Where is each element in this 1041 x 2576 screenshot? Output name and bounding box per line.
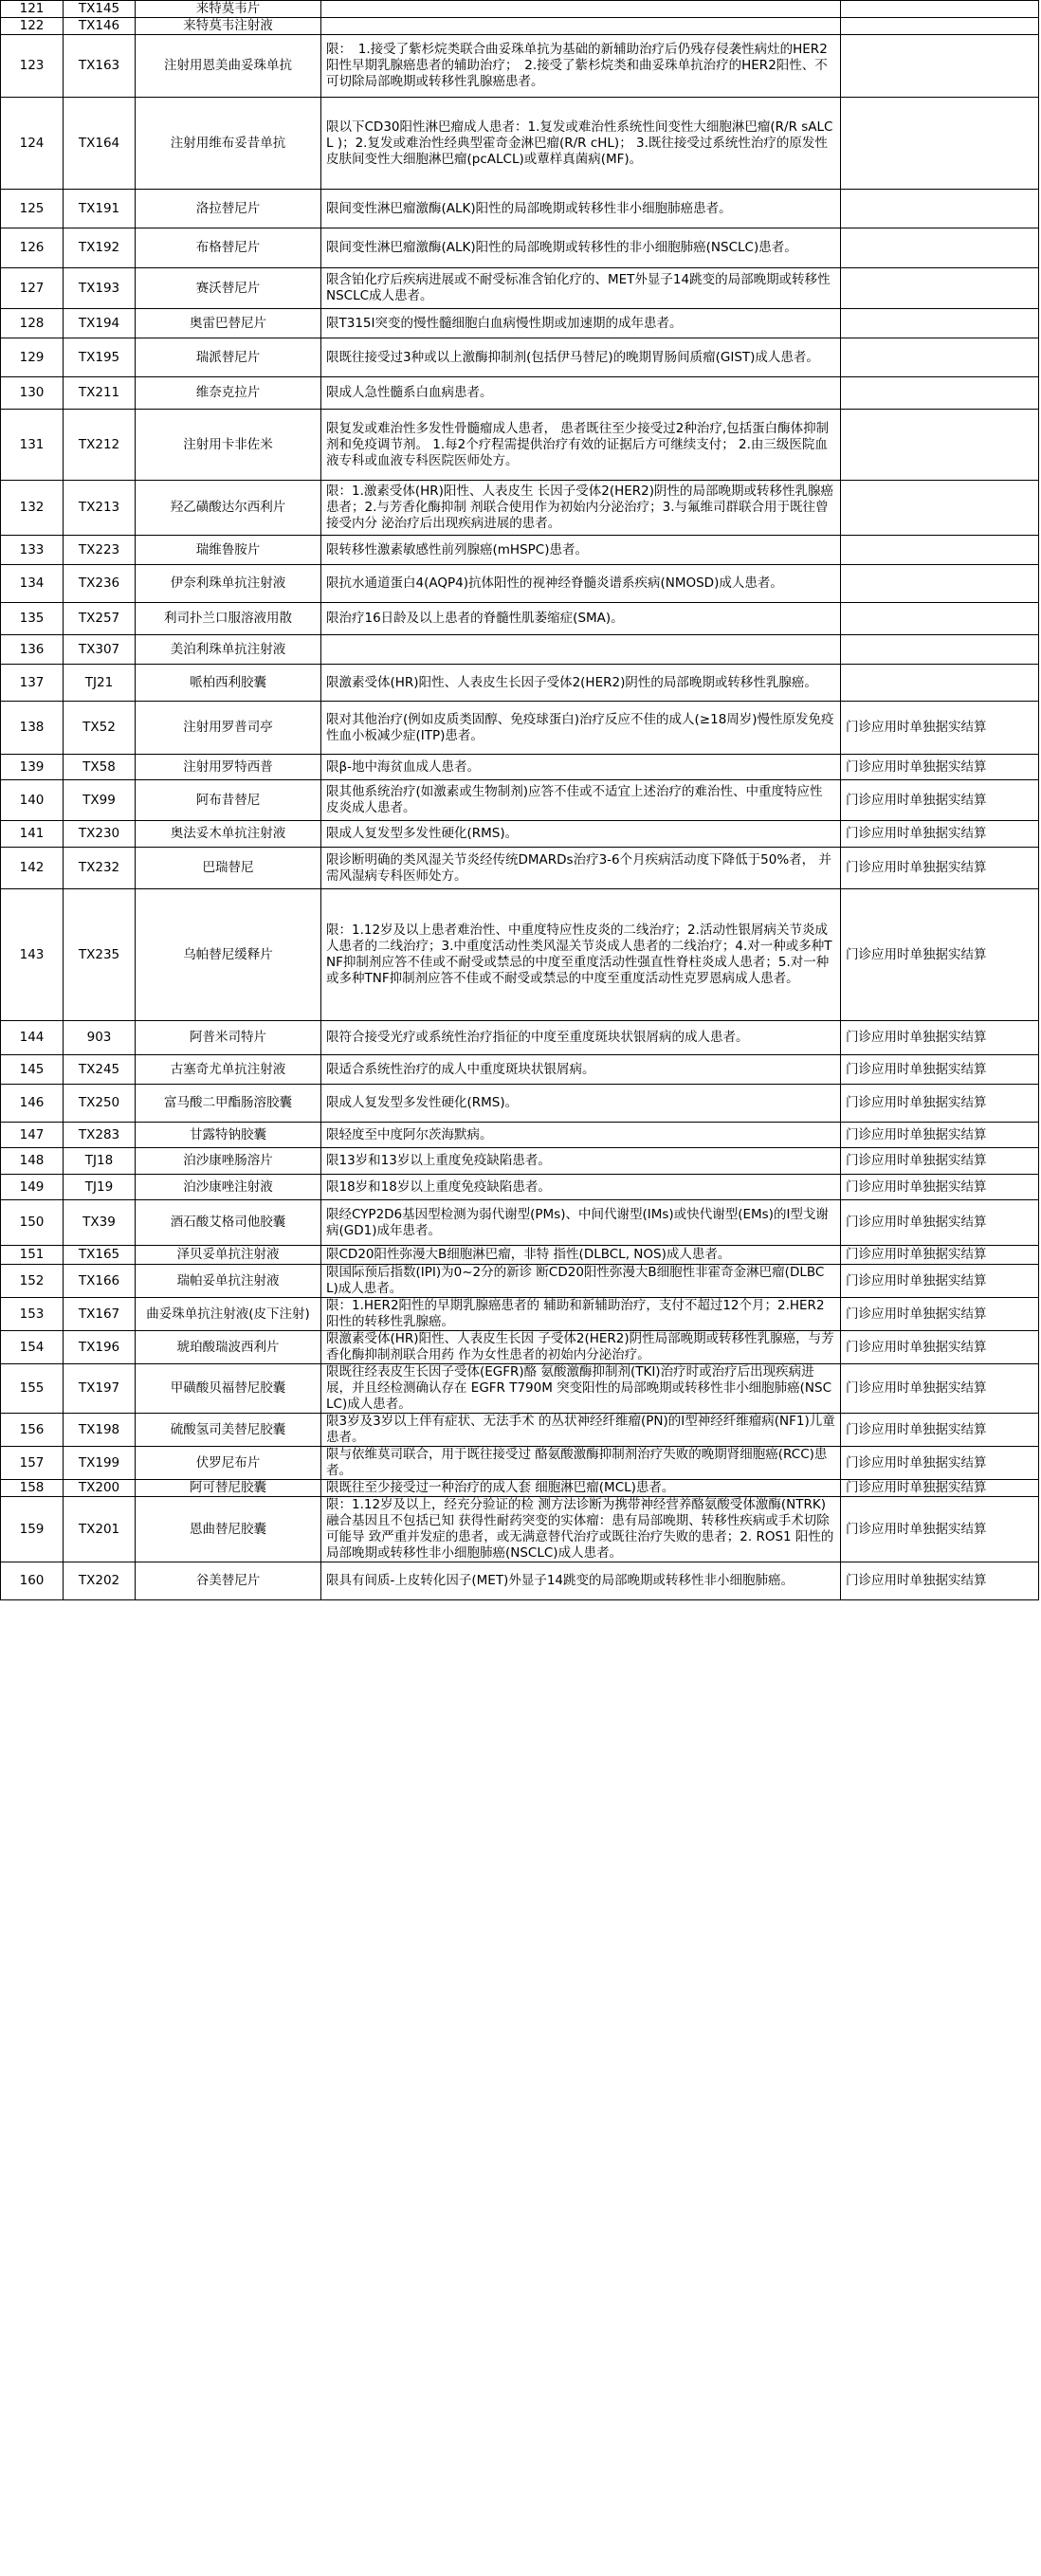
drug-code-cell: TX213	[64, 481, 136, 536]
drug-name-cell: 奥法妥木单抗注射液	[136, 821, 321, 848]
table-row	[1, 410, 1039, 481]
row-number-cell: 154	[1, 1331, 64, 1364]
drug-code-cell: TX52	[64, 702, 136, 755]
table-row	[1, 603, 1039, 635]
settlement-note-cell: 门诊应用时单独据实结算	[841, 1414, 1039, 1447]
table-row	[1, 1200, 1039, 1246]
payment-condition-cell: 限：1.12岁及以上患者难治性、中重度特应性皮炎的二线治疗；2.活动性银屑病关节炎成人患者的二线治疗；3.中重度活动性类风湿关节炎成人患者的二线治疗；4.对一种或多种TNF抑制剂应答不佳或不耐受或禁忌的中度至重度活动性强直性脊柱炎成人患者；5.对一种或多种TNF抑制剂应答不佳或不耐受或禁忌的中度至重度活动性克罗恩病成人患者。	[321, 889, 841, 1021]
drug-name-cell: 曲妥珠单抗注射液(皮下注射)	[136, 1298, 321, 1331]
settlement-note-cell: 门诊应用时单独据实结算	[841, 1175, 1039, 1200]
table-row	[1, 635, 1039, 665]
row-number-cell: 144	[1, 1021, 64, 1055]
row-number-cell: 136	[1, 635, 64, 665]
drug-code-cell: TX200	[64, 1480, 136, 1497]
table-row	[1, 35, 1039, 98]
table-row	[1, 848, 1039, 889]
settlement-note-cell	[841, 603, 1039, 635]
drug-code-cell: TX39	[64, 1200, 136, 1246]
drug-name-cell: 来特莫韦片	[136, 1, 321, 18]
drug-code-cell: TX250	[64, 1085, 136, 1123]
payment-condition-cell: 限18岁和18岁以上重度免疫缺陷患者。	[321, 1175, 841, 1200]
payment-condition-cell: 限间变性淋巴瘤激酶(ALK)阳性的局部晚期或转移性的非小细胞肺癌(NSCLC)患者。	[321, 228, 841, 268]
drug-code-cell: TX235	[64, 889, 136, 1021]
payment-condition-cell: 限轻度至中度阿尔茨海默病。	[321, 1123, 841, 1148]
drug-name-cell: 谷美替尼片	[136, 1562, 321, 1600]
table-row	[1, 889, 1039, 1021]
table-row	[1, 565, 1039, 603]
drug-name-cell: 阿普米司特片	[136, 1021, 321, 1055]
drug-name-cell: 阿布昔替尼	[136, 780, 321, 821]
payment-condition-cell: 限3岁及3岁以上伴有症状、无法手术 的丛状神经纤维瘤(PN)的I型神经纤维瘤病(NF1)儿童患者。	[321, 1414, 841, 1447]
drug-code-cell: TX58	[64, 755, 136, 780]
table-row	[1, 1, 1039, 18]
row-number-cell: 129	[1, 338, 64, 377]
drug-code-cell: TX257	[64, 603, 136, 635]
drug-code-cell: 903	[64, 1021, 136, 1055]
drug-name-cell: 注射用恩美曲妥珠单抗	[136, 35, 321, 98]
table-row	[1, 1298, 1039, 1331]
drug-code-cell: TX201	[64, 1497, 136, 1562]
settlement-note-cell: 门诊应用时单独据实结算	[841, 1123, 1039, 1148]
row-number-cell: 122	[1, 18, 64, 35]
payment-condition-cell: 限成人复发型多发性硬化(RMS)。	[321, 821, 841, 848]
drug-name-cell: 奥雷巴替尼片	[136, 309, 321, 338]
table-row	[1, 1364, 1039, 1414]
settlement-note-cell: 门诊应用时单独据实结算	[841, 821, 1039, 848]
settlement-note-cell: 门诊应用时单独据实结算	[841, 1497, 1039, 1562]
payment-condition-cell: 限β-地中海贫血成人患者。	[321, 755, 841, 780]
drug-name-cell: 古塞奇尤单抗注射液	[136, 1055, 321, 1085]
settlement-note-cell	[841, 35, 1039, 98]
table-row	[1, 228, 1039, 268]
payment-condition-cell: 限：1.12岁及以上，经充分验证的检 测方法诊断为携带神经营养酪氨酸受体激酶(NTRK)融合基因且不包括已知 获得性耐药突变的实体瘤：患有局部晚期、转移性疾病或手术切除可能导 致严重并发症的患者，或无满意替代治疗或既往治疗失败的患者；2. ROS1 阳性的局部晚期或转移性非小细胞肺癌(NSCLC)成人患者。	[321, 1497, 841, 1562]
drug-code-cell: TX198	[64, 1414, 136, 1447]
settlement-note-cell: 门诊应用时单独据实结算	[841, 1331, 1039, 1364]
drug-code-cell: TX99	[64, 780, 136, 821]
payment-condition-cell	[321, 1, 841, 18]
drug-name-cell: 伏罗尼布片	[136, 1447, 321, 1480]
drug-code-cell: TX166	[64, 1265, 136, 1298]
table-row	[1, 268, 1039, 309]
settlement-note-cell: 门诊应用时单独据实结算	[841, 1148, 1039, 1175]
table-row	[1, 98, 1039, 190]
settlement-note-cell: 门诊应用时单独据实结算	[841, 755, 1039, 780]
table-row	[1, 1497, 1039, 1562]
row-number-cell: 150	[1, 1200, 64, 1246]
drug-name-cell: 注射用维布妥昔单抗	[136, 98, 321, 190]
settlement-note-cell	[841, 338, 1039, 377]
settlement-note-cell	[841, 377, 1039, 410]
row-number-cell: 134	[1, 565, 64, 603]
payment-condition-cell: 限13岁和13岁以上重度免疫缺陷患者。	[321, 1148, 841, 1175]
row-number-cell: 149	[1, 1175, 64, 1200]
row-number-cell: 132	[1, 481, 64, 536]
payment-condition-cell: 限以下CD30阳性淋巴瘤成人患者：1.复发或难治性系统性间变性大细胞淋巴瘤(R/R sALCL )；2.复发或难治性经典型霍奇金淋巴瘤(R/R cHL)； 3.既往接受过系统性治疗的原发性皮肤间变性大细胞淋巴瘤(pcALCL)或蕈样真菌病(MF)。	[321, 98, 841, 190]
row-number-cell: 145	[1, 1055, 64, 1085]
payment-condition-cell: 限成人复发型多发性硬化(RMS)。	[321, 1085, 841, 1123]
payment-condition-cell: 限诊断明确的类风湿关节炎经传统DMARDs治疗3-6个月疾病活动度下降低于50%者， 并需风湿病专科医师处方。	[321, 848, 841, 889]
drug-name-cell: 富马酸二甲酯肠溶胶囊	[136, 1085, 321, 1123]
payment-condition-cell: 限间变性淋巴瘤激酶(ALK)阳性的局部晚期或转移性非小细胞肺癌患者。	[321, 190, 841, 228]
payment-condition-cell: 限具有间质-上皮转化因子(MET)外显子14跳变的局部晚期或转移性非小细胞肺癌。	[321, 1562, 841, 1600]
drug-name-cell: 伊奈利珠单抗注射液	[136, 565, 321, 603]
payment-condition-cell: 限成人急性髓系白血病患者。	[321, 377, 841, 410]
drug-name-cell: 泊沙康唑肠溶片	[136, 1148, 321, 1175]
settlement-note-cell: 门诊应用时单独据实结算	[841, 1246, 1039, 1265]
payment-condition-cell: 限对其他治疗(例如皮质类固醇、免疫球蛋白)治疗反应不佳的成人(≥18周岁)慢性原发免疫性血小板减少症(ITP)患者。	[321, 702, 841, 755]
row-number-cell: 151	[1, 1246, 64, 1265]
settlement-note-cell	[841, 536, 1039, 565]
drug-code-cell: TX195	[64, 338, 136, 377]
drug-code-cell: TX232	[64, 848, 136, 889]
settlement-note-cell	[841, 309, 1039, 338]
payment-condition-cell: 限符合接受光疗或系统性治疗指征的中度至重度斑块状银屑病的成人患者。	[321, 1021, 841, 1055]
settlement-note-cell: 门诊应用时单独据实结算	[841, 702, 1039, 755]
table-row	[1, 190, 1039, 228]
table-row	[1, 702, 1039, 755]
settlement-note-cell	[841, 190, 1039, 228]
table-row	[1, 481, 1039, 536]
table-row	[1, 780, 1039, 821]
row-number-cell: 125	[1, 190, 64, 228]
row-number-cell: 131	[1, 410, 64, 481]
drug-name-cell: 赛沃替尼片	[136, 268, 321, 309]
row-number-cell: 142	[1, 848, 64, 889]
drug-name-cell: 泽贝妥单抗注射液	[136, 1246, 321, 1265]
settlement-note-cell: 门诊应用时单独据实结算	[841, 1055, 1039, 1085]
table-row	[1, 1265, 1039, 1298]
table-row	[1, 1447, 1039, 1480]
settlement-note-cell: 门诊应用时单独据实结算	[841, 1200, 1039, 1246]
drug-code-cell: TX211	[64, 377, 136, 410]
drug-name-cell: 来特莫韦注射液	[136, 18, 321, 35]
row-number-cell: 138	[1, 702, 64, 755]
settlement-note-cell: 门诊应用时单独据实结算	[841, 1447, 1039, 1480]
table-row	[1, 1021, 1039, 1055]
drug-name-cell: 瑞帕妥单抗注射液	[136, 1265, 321, 1298]
settlement-note-cell: 门诊应用时单独据实结算	[841, 1265, 1039, 1298]
drug-code-cell: TJ18	[64, 1148, 136, 1175]
payment-condition-cell: 限激素受体(HR)阳性、人表皮生长因 子受体2(HER2)阴性局部晚期或转移性乳腺癌，与芳香化酶抑制剂联合用药 作为女性患者的初始内分泌治疗。	[321, 1331, 841, 1364]
table-row	[1, 1331, 1039, 1364]
drug-code-cell: TX146	[64, 18, 136, 35]
row-number-cell: 157	[1, 1447, 64, 1480]
drug-name-cell: 瑞维鲁胺片	[136, 536, 321, 565]
drug-code-cell: TJ21	[64, 665, 136, 702]
drug-code-cell: TX163	[64, 35, 136, 98]
table-row	[1, 1562, 1039, 1600]
drug-code-cell: TJ19	[64, 1175, 136, 1200]
payment-condition-cell: 限治疗16日龄及以上患者的脊髓性肌萎缩症(SMA)。	[321, 603, 841, 635]
drug-code-cell: TX191	[64, 190, 136, 228]
drug-name-cell: 利司扑兰口服溶液用散	[136, 603, 321, 635]
payment-condition-cell: 限复发或难治性多发性骨髓瘤成人患者， 患者既往至少接受过2种治疗,包括蛋白酶体抑制剂和免疫调节剂。 1.每2个疗程需提供治疗有效的证据后方可继续支付； 2.由三级医院血液专科或血液专科医院医师处方。	[321, 410, 841, 481]
drug-code-cell: TX236	[64, 565, 136, 603]
table-row	[1, 1148, 1039, 1175]
row-number-cell: 121	[1, 1, 64, 18]
row-number-cell: 127	[1, 268, 64, 309]
row-number-cell: 135	[1, 603, 64, 635]
settlement-note-cell	[841, 410, 1039, 481]
payment-condition-cell: 限既往接受过3种或以上激酶抑制剂(包括伊马替尼)的晚期胃肠间质瘤(GIST)成人患者。	[321, 338, 841, 377]
payment-condition-cell: 限经CYP2D6基因型检测为弱代谢型(PMs)、中间代谢型(IMs)或快代谢型(EMs)的Ⅰ型戈谢病(GD1)成年患者。	[321, 1200, 841, 1246]
payment-condition-cell: 限既往经表皮生长因子受体(EGFR)酪 氨酸激酶抑制剂(TKI)治疗时或治疗后出现疾病进展，并且经检测确认存在 EGFR T790M 突变阳性的局部晚期或转移性非小细胞肺癌(NSCLC)成人患者。	[321, 1364, 841, 1414]
drug-code-cell: TX202	[64, 1562, 136, 1600]
drug-code-cell: TX230	[64, 821, 136, 848]
drug-name-cell: 美泊利珠单抗注射液	[136, 635, 321, 665]
table-row	[1, 536, 1039, 565]
payment-condition-cell: 限既往至少接受过一种治疗的成人套 细胞淋巴瘤(MCL)患者。	[321, 1480, 841, 1497]
payment-condition-cell: 限其他系统治疗(如激素或生物制剂)应答不佳或不适宜上述治疗的难治性、中重度特应性皮炎成人患者。	[321, 780, 841, 821]
drug-code-cell: TX167	[64, 1298, 136, 1331]
drug-name-cell: 乌帕替尼缓释片	[136, 889, 321, 1021]
settlement-note-cell: 门诊应用时单独据实结算	[841, 1298, 1039, 1331]
table-row	[1, 1175, 1039, 1200]
settlement-note-cell: 门诊应用时单独据实结算	[841, 1085, 1039, 1123]
drug-name-cell: 阿可替尼胶囊	[136, 1480, 321, 1497]
drug-table-body	[1, 1, 1039, 1600]
drug-name-cell: 恩曲替尼胶囊	[136, 1497, 321, 1562]
drug-code-cell: TX199	[64, 1447, 136, 1480]
row-number-cell: 153	[1, 1298, 64, 1331]
payment-condition-cell: 限激素受体(HR)阳性、人表皮生长因子受体2(HER2)阴性的局部晚期或转移性乳腺癌。	[321, 665, 841, 702]
settlement-note-cell: 门诊应用时单独据实结算	[841, 889, 1039, 1021]
table-row	[1, 821, 1039, 848]
row-number-cell: 124	[1, 98, 64, 190]
row-number-cell: 155	[1, 1364, 64, 1414]
row-number-cell: 130	[1, 377, 64, 410]
payment-condition-cell	[321, 635, 841, 665]
drug-name-cell: 哌柏西利胶囊	[136, 665, 321, 702]
row-number-cell: 146	[1, 1085, 64, 1123]
settlement-note-cell: 门诊应用时单独据实结算	[841, 848, 1039, 889]
settlement-note-cell	[841, 268, 1039, 309]
table-row	[1, 18, 1039, 35]
row-number-cell: 158	[1, 1480, 64, 1497]
payment-condition-cell: 限CD20阳性弥漫大B细胞淋巴瘤，非特 指性(DLBCL, NOS)成人患者。	[321, 1246, 841, 1265]
drug-code-cell: TX192	[64, 228, 136, 268]
settlement-note-cell: 门诊应用时单独据实结算	[841, 1364, 1039, 1414]
payment-condition-cell: 限国际预后指数(IPI)为0~2分的新诊 断CD20阳性弥漫大B细胞性非霍奇金淋巴瘤(DLBCL)成人患者。	[321, 1265, 841, 1298]
drug-code-cell: TX212	[64, 410, 136, 481]
table-row	[1, 309, 1039, 338]
payment-condition-cell: 限适合系统性治疗的成人中重度斑块状银屑病。	[321, 1055, 841, 1085]
table-row	[1, 1123, 1039, 1148]
drug-code-cell: TX307	[64, 635, 136, 665]
row-number-cell: 128	[1, 309, 64, 338]
settlement-note-cell: 门诊应用时单独据实结算	[841, 1021, 1039, 1055]
drug-code-cell: TX283	[64, 1123, 136, 1148]
drug-code-cell: TX196	[64, 1331, 136, 1364]
drug-name-cell: 注射用罗特西普	[136, 755, 321, 780]
row-number-cell: 156	[1, 1414, 64, 1447]
drug-name-cell: 硫酸氢司美替尼胶囊	[136, 1414, 321, 1447]
row-number-cell: 141	[1, 821, 64, 848]
drug-code-cell: TX193	[64, 268, 136, 309]
table-row	[1, 1480, 1039, 1497]
table-row	[1, 1246, 1039, 1265]
table-row	[1, 377, 1039, 410]
payment-condition-cell: 限：1.激素受体(HR)阳性、人表皮生 长因子受体2(HER2)阴性的局部晚期或转移性乳腺癌患者；2.与芳香化酶抑制 剂联合使用作为初始内分泌治疗；3.与氟维司群联合用于既往曾接受内分 泌治疗后出现疾病进展的患者。	[321, 481, 841, 536]
drug-name-cell: 瑞派替尼片	[136, 338, 321, 377]
drug-name-cell: 甲磺酸贝福替尼胶囊	[136, 1364, 321, 1414]
row-number-cell: 147	[1, 1123, 64, 1148]
drug-code-cell: TX164	[64, 98, 136, 190]
drug-name-cell: 羟乙磺酸达尔西利片	[136, 481, 321, 536]
table-row	[1, 1414, 1039, 1447]
settlement-note-cell	[841, 1, 1039, 18]
drug-name-cell: 注射用罗普司亭	[136, 702, 321, 755]
payment-condition-cell: 限与依维莫司联合，用于既往接受过 酪氨酸激酶抑制剂治疗失败的晚期肾细胞癌(RCC)患者。	[321, 1447, 841, 1480]
drug-name-cell: 酒石酸艾格司他胶囊	[136, 1200, 321, 1246]
drug-name-cell: 注射用卡非佐米	[136, 410, 321, 481]
drug-code-cell: TX197	[64, 1364, 136, 1414]
table-row	[1, 1055, 1039, 1085]
payment-condition-cell: 限含铂化疗后疾病进展或不耐受标准含铂化疗的、MET外显子14跳变的局部晚期或转移性NSCLC成人患者。	[321, 268, 841, 309]
drug-name-cell: 布格替尼片	[136, 228, 321, 268]
drug-code-cell: TX165	[64, 1246, 136, 1265]
row-number-cell: 160	[1, 1562, 64, 1600]
drug-name-cell: 维奈克拉片	[136, 377, 321, 410]
row-number-cell: 143	[1, 889, 64, 1021]
row-number-cell: 123	[1, 35, 64, 98]
drug-name-cell: 泊沙康唑注射液	[136, 1175, 321, 1200]
settlement-note-cell	[841, 665, 1039, 702]
row-number-cell: 148	[1, 1148, 64, 1175]
table-row	[1, 1085, 1039, 1123]
table-row	[1, 755, 1039, 780]
settlement-note-cell	[841, 18, 1039, 35]
drug-name-cell: 洛拉替尼片	[136, 190, 321, 228]
settlement-note-cell	[841, 481, 1039, 536]
settlement-note-cell: 门诊应用时单独据实结算	[841, 780, 1039, 821]
payment-condition-cell: 限T315I突变的慢性髓细胞白血病慢性期或加速期的成年患者。	[321, 309, 841, 338]
payment-condition-cell: 限：1.HER2阳性的早期乳腺癌患者的 辅助和新辅助治疗，支付不超过12个月；2.HER2阳性的转移性乳腺癌。	[321, 1298, 841, 1331]
drug-code-cell: TX145	[64, 1, 136, 18]
row-number-cell: 159	[1, 1497, 64, 1562]
settlement-note-cell	[841, 98, 1039, 190]
table-row	[1, 338, 1039, 377]
settlement-note-cell: 门诊应用时单独据实结算	[841, 1562, 1039, 1600]
settlement-note-cell: 门诊应用时单独据实结算	[841, 1480, 1039, 1497]
payment-condition-cell: 限抗水通道蛋白4(AQP4)抗体阳性的视神经脊髓炎谱系疾病(NMOSD)成人患者。	[321, 565, 841, 603]
row-number-cell: 137	[1, 665, 64, 702]
drug-name-cell: 琥珀酸瑞波西利片	[136, 1331, 321, 1364]
payment-condition-cell	[321, 18, 841, 35]
row-number-cell: 152	[1, 1265, 64, 1298]
row-number-cell: 139	[1, 755, 64, 780]
payment-condition-cell: 限转移性激素敏感性前列腺癌(mHSPC)患者。	[321, 536, 841, 565]
settlement-note-cell	[841, 228, 1039, 268]
table-row	[1, 665, 1039, 702]
settlement-note-cell	[841, 565, 1039, 603]
drug-name-cell: 甘露特钠胶囊	[136, 1123, 321, 1148]
row-number-cell: 133	[1, 536, 64, 565]
drug-name-cell: 巴瑞替尼	[136, 848, 321, 889]
drug-code-cell: TX223	[64, 536, 136, 565]
row-number-cell: 140	[1, 780, 64, 821]
settlement-note-cell	[841, 635, 1039, 665]
drug-code-cell: TX194	[64, 309, 136, 338]
row-number-cell: 126	[1, 228, 64, 268]
drug-code-cell: TX245	[64, 1055, 136, 1085]
payment-condition-cell: 限： 1.接受了紫杉烷类联合曲妥珠单抗为基础的新辅助治疗后仍残存侵袭性病灶的HER2阳性早期乳腺癌患者的辅助治疗； 2.接受了紫杉烷类和曲妥珠单抗治疗的HER2阳性、不可切除局部晚期或转移性乳腺癌患者。	[321, 35, 841, 98]
